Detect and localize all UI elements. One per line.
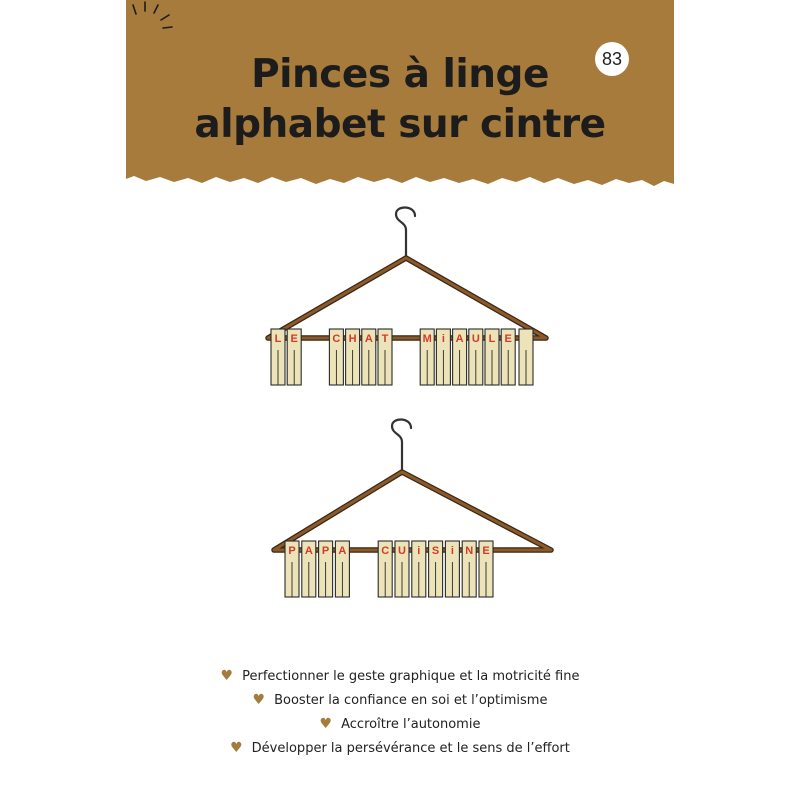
clothespin [462, 541, 476, 597]
pin-letter: M [422, 333, 432, 345]
clothespin [485, 329, 499, 385]
pin-letter: L [488, 333, 496, 345]
pin-letter: A [364, 333, 373, 345]
hanger-frame [268, 258, 546, 338]
page-title [126, 50, 674, 150]
pin-letter: E [504, 333, 512, 345]
pin-letter: E [290, 333, 298, 345]
pin-letter: A [338, 545, 347, 557]
clothespin [445, 541, 459, 597]
sun-rays-icon [126, 0, 174, 30]
benefit-text: Perfectionner le geste graphique et la motricité fine [242, 669, 580, 684]
page-number-badge: 83 [595, 42, 629, 76]
benefit-item [126, 688, 674, 712]
pin-letter: C [381, 545, 390, 557]
pin-letter: P [321, 545, 330, 557]
pin-letter: H [348, 333, 357, 345]
heart-icon: ♥ [252, 692, 266, 708]
clothespin [287, 329, 301, 385]
benefit-item [126, 736, 674, 760]
clothespin [271, 329, 285, 385]
clothespin [479, 541, 493, 597]
title-line-1: Pinces à linge [251, 52, 549, 97]
hanger-illustration-1 [126, 200, 674, 400]
pin-letter: i [441, 333, 445, 345]
clothespin [302, 541, 316, 597]
heart-icon: ♥ [230, 740, 243, 756]
pin-letter: E [482, 545, 490, 557]
pin-letter: L [274, 333, 282, 345]
activity-card [126, 0, 674, 800]
clothespin [469, 329, 483, 385]
clothespin [378, 541, 392, 597]
clothespin [395, 541, 409, 597]
clothespin [378, 329, 392, 385]
hanger-hook [396, 207, 415, 258]
heart-icon: ♥ [220, 668, 234, 684]
clothespin [453, 329, 467, 385]
benefit-item [126, 712, 674, 736]
clothespin [519, 329, 533, 385]
heart-icon: ♥ [319, 716, 333, 732]
header-band [126, 0, 674, 190]
pin-letter: T [381, 333, 389, 345]
benefit-item [126, 664, 674, 688]
pin-letter: A [304, 545, 313, 557]
clothespin [412, 541, 426, 597]
pin-letter: C [332, 333, 341, 345]
pin-letter: P [288, 545, 296, 557]
pin-letter: U [398, 545, 406, 557]
hanger-frame-outline [268, 258, 546, 338]
pin-letter: A [455, 333, 464, 345]
clothespin [319, 541, 333, 597]
clothespin [501, 329, 515, 385]
benefit-text: Développer la persévérance et le sens de l’effort [251, 741, 570, 756]
clothespin [346, 329, 360, 385]
benefit-text: Booster la confiance en soi et l’optimisme [274, 693, 548, 708]
benefits-list [126, 664, 674, 760]
clothespin [362, 329, 376, 385]
clothespin [436, 329, 450, 385]
pin-letter: i [450, 545, 454, 557]
hanger-frame [274, 472, 551, 550]
clothespin [285, 541, 299, 597]
clothespin [420, 329, 434, 385]
clothespin [329, 329, 343, 385]
hanger-hook [392, 419, 411, 472]
benefit-text: Accroître l’autonomie [341, 717, 481, 732]
clothespin [335, 541, 349, 597]
hanger-illustration-2 [126, 410, 674, 610]
pin-letter: U [471, 333, 480, 345]
hanger-frame-outline [274, 472, 551, 550]
pin-letter: S [431, 545, 440, 557]
clothespin [429, 541, 443, 597]
pin-letter: i [417, 545, 421, 557]
title-line-2: alphabet sur cintre [194, 102, 606, 147]
pin-letter: N [465, 545, 474, 557]
